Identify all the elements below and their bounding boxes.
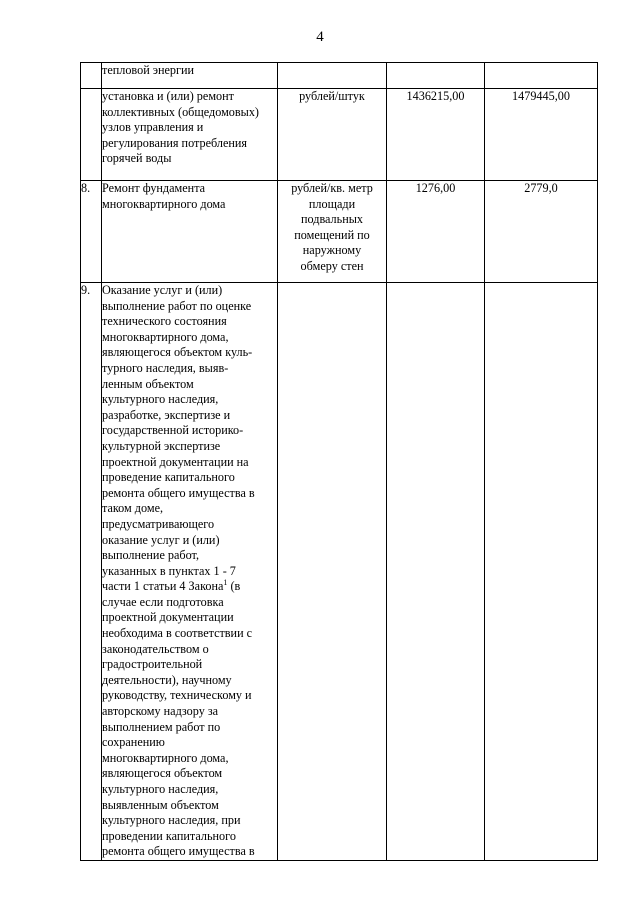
footnote-mark: 1 [223, 578, 228, 588]
description-line: Ремонт фундамента [102, 181, 206, 195]
description-line: градостроительной [102, 657, 203, 672]
row-value-1: 1436215,00 [387, 89, 485, 181]
description-line: регулирования потребления [102, 135, 248, 150]
description-line: узлов управления и [102, 120, 204, 135]
row-value-1: 1276,00 [387, 181, 485, 283]
row-number [81, 63, 102, 89]
description-line-with-footnote [102, 579, 277, 595]
row-number [81, 89, 102, 181]
table-row [81, 89, 598, 181]
description-line: случае если подготовка [102, 594, 224, 609]
row-value-2 [485, 63, 598, 89]
description-line: ремонта общего имущества в [102, 485, 255, 500]
description-line: проектной документации на [102, 454, 249, 469]
description-line: многоквартирного дома, [102, 750, 229, 765]
row-description [102, 63, 278, 89]
description-line: выполнение работ по оценке [102, 298, 252, 313]
description-line: деятельности), научному [102, 672, 232, 687]
description-line: многоквартирного дома, [102, 329, 229, 344]
description-line: культурной экспертизе [102, 438, 221, 453]
row-description [102, 283, 278, 861]
unit-line: площади [308, 196, 356, 211]
description-line: Оказание услуг и (или) [102, 283, 223, 297]
table-row [81, 181, 598, 283]
description-line: тепловой энергии [102, 63, 195, 77]
description-line: культурного наследия, [102, 392, 219, 407]
tariff-table [80, 62, 598, 861]
description-line: ленным объектом [102, 376, 194, 391]
description-line: выявленным объектом [102, 797, 219, 812]
description-text: части 1 статьи 4 Закона [102, 579, 224, 594]
description-line: таком доме, [102, 501, 164, 516]
row-unit [278, 89, 387, 181]
unit-line: обмеру стен [300, 258, 364, 273]
description-line: коллективных (общедомовых) [102, 104, 259, 119]
row-value-2 [485, 283, 598, 861]
description-line: выполнение работ, [102, 548, 200, 563]
description-line: многоквартирного дома [102, 196, 226, 211]
description-line: государственной историко- [102, 423, 244, 438]
description-line: ремонта общего имущества в [102, 844, 255, 859]
row-value-1 [387, 283, 485, 861]
row-unit [278, 283, 387, 861]
row-description [102, 89, 278, 181]
description-line: сохранению [102, 735, 165, 750]
description-line: авторскому надзору за [102, 704, 219, 719]
table-row [81, 283, 598, 861]
description-line: проведении капитального [102, 828, 236, 843]
row-value-1 [387, 63, 485, 89]
footnote-tail: (в [227, 579, 241, 594]
row-description [102, 181, 278, 283]
row-unit [278, 181, 387, 283]
unit-line: рублей/кв. метр [291, 181, 373, 195]
unit-line: помещений по [294, 227, 370, 242]
description-line: руководству, техническому и [102, 688, 252, 703]
description-line: предусматривающего [102, 516, 215, 531]
table-row [81, 63, 598, 89]
description-line: законодательством о [102, 641, 209, 656]
description-line: установка и (или) ремонт [102, 89, 234, 103]
row-unit [278, 63, 387, 89]
description-line: технического состояния [102, 314, 227, 329]
description-line: горячей воды [102, 151, 172, 166]
description-line: являющегося объектом куль- [102, 345, 253, 360]
row-value-2: 1479445,00 [485, 89, 598, 181]
description-line: необходима в соответствии с [102, 626, 253, 641]
description-line: являющегося объектом [102, 766, 223, 781]
unit-line: наружному [302, 243, 362, 258]
description-line: оказание услуг и (или) [102, 532, 220, 547]
description-line: выполнением работ по [102, 719, 221, 734]
description-line: культурного наследия, при [102, 813, 241, 828]
description-line: указанных в пунктах 1 - 7 [102, 563, 236, 578]
row-value-2: 2779,0 [485, 181, 598, 283]
description-line: проектной документации [102, 610, 234, 625]
description-line: турного наследия, выяв- [102, 360, 229, 375]
row-number: 9. [81, 283, 102, 861]
row-number: 8. [81, 181, 102, 283]
description-line: разработке, экспертизе и [102, 407, 231, 422]
unit-line: рублей/штук [299, 89, 365, 103]
description-line: культурного наследия, [102, 782, 219, 796]
page-number: 4 [316, 29, 324, 45]
description-line: проведение капитального [102, 470, 235, 485]
unit-line: подвальных [300, 212, 364, 227]
